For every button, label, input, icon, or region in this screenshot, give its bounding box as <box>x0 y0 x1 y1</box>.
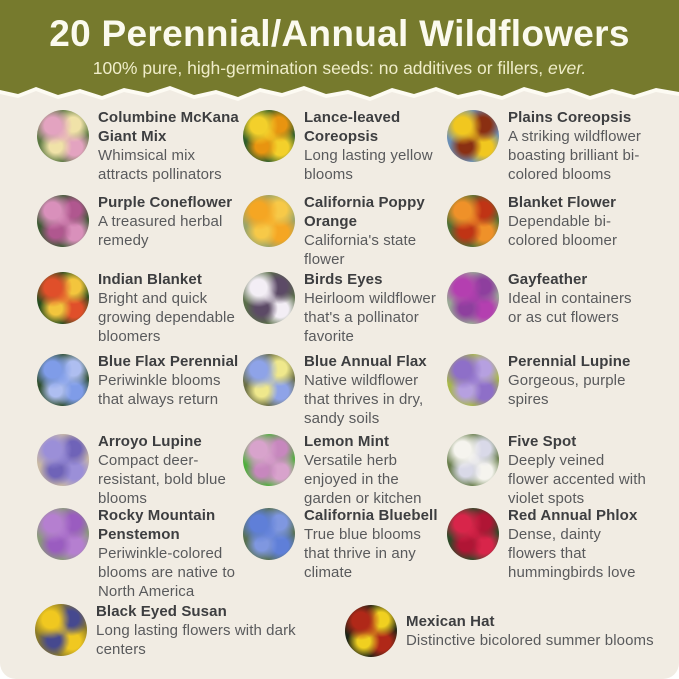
flower-name: Gayfeather <box>508 271 588 288</box>
flower-entry-gayfeather <box>447 270 648 352</box>
flower-name: Lemon Mint <box>304 433 390 450</box>
flower-description: California's state flower <box>304 232 417 268</box>
flower-entry-california-poppy-orange <box>243 193 447 270</box>
flower-photo-blanket-flower <box>447 195 499 247</box>
flower-grid <box>37 108 659 598</box>
flower-name: Red Annual Phlox <box>508 507 638 524</box>
flower-description: Periwinkle blooms that always return <box>98 372 221 408</box>
page-subtitle <box>0 57 679 79</box>
page-title: 20 Perennial/Annual Wildflowers <box>49 13 630 54</box>
flower-description: Long lasting yellow blooms <box>304 147 433 183</box>
subtitle-main: 100% pure, high-germination seeds: no additives or fillers, <box>92 58 548 78</box>
flower-description: Bright and quick growing dependable bloomers <box>98 290 235 345</box>
flower-name: Lance-leaved Coreopsis <box>304 109 401 145</box>
flower-entry-purple-coneflower <box>37 193 243 270</box>
flower-description: Dense, dainty flowers that hummingbirds love <box>508 526 636 581</box>
flower-name: Blue Flax Perennial <box>98 353 239 370</box>
flower-photo-lemon-mint <box>243 434 295 486</box>
flower-name: Mexican Hat <box>406 612 495 630</box>
flower-text-blue-annual-flax <box>304 352 447 428</box>
flower-name: California Bluebell <box>304 507 438 524</box>
flower-name: Blue Annual Flax <box>304 353 427 370</box>
flower-name: Rocky Mountain Penstemon <box>98 507 216 543</box>
flower-name: Arroyo Lupine <box>98 433 202 450</box>
flower-text-california-poppy-orange <box>304 193 447 269</box>
flower-entry-lance-leaved-coreopsis <box>243 108 447 193</box>
flower-text-arroyo-lupine <box>98 432 243 508</box>
flower-photo-california-bluebell <box>243 508 295 560</box>
flower-name: Blanket Flower <box>508 194 617 211</box>
flower-description: Deeply veined flower accented with violet spots <box>508 452 646 507</box>
flower-text-purple-coneflower <box>98 193 243 250</box>
flower-photo-perennial-lupine <box>447 354 499 406</box>
flower-grid-bottom-row <box>35 602 679 659</box>
flower-description: Ideal in containers or as cut flowers <box>508 290 632 326</box>
flower-photo-indian-blanket <box>37 272 89 324</box>
flower-name: California Poppy Orange <box>304 194 425 230</box>
flower-text-gayfeather <box>508 270 648 327</box>
flower-text-mexican-hat <box>406 612 668 650</box>
flower-text-birds-eyes <box>304 270 447 346</box>
flower-text-blue-flax-perennial <box>98 352 243 409</box>
flower-text-indian-blanket <box>98 270 243 346</box>
flower-description: Versatile herb enjoyed in the garden or kitchen <box>304 452 422 507</box>
flower-entry-indian-blanket <box>37 270 243 352</box>
flower-text-rocky-mountain-penstemon <box>98 506 243 601</box>
flower-entry-blue-annual-flax <box>243 352 447 432</box>
subtitle-emphasis: ever. <box>547 58 587 78</box>
flower-description: True blue blooms that thrive in any climate <box>304 526 421 581</box>
flower-photo-purple-coneflower <box>37 195 89 247</box>
header-band <box>0 0 679 104</box>
flower-name: Black Eyed Susan <box>96 603 227 620</box>
flower-photo-black-eyed-susan <box>35 604 87 656</box>
flower-description: Periwinkle-colored blooms are native to North America <box>98 545 236 600</box>
flower-description: Compact deer-resistant, bold blue blooms <box>98 452 226 507</box>
flower-photo-blue-annual-flax <box>243 354 295 406</box>
flower-entry-columbine-mckana-giant-mix <box>37 108 243 193</box>
flower-entry-perennial-lupine <box>447 352 648 432</box>
flower-name: Birds Eyes <box>304 271 383 288</box>
flower-entry-plains-coreopsis <box>447 108 648 193</box>
flower-photo-blue-flax-perennial <box>37 354 89 406</box>
flower-entry-california-bluebell <box>243 506 447 598</box>
flower-name: Perennial Lupine <box>508 353 631 370</box>
flower-description: Long lasting flowers with dark centers <box>96 622 296 658</box>
flower-photo-plains-coreopsis <box>447 110 499 162</box>
flower-entry-mexican-hat <box>345 602 668 659</box>
flower-text-lemon-mint <box>304 432 447 508</box>
flower-photo-rocky-mountain-penstemon <box>37 508 89 560</box>
flower-photo-five-spot <box>447 434 499 486</box>
flower-entry-arroyo-lupine <box>37 432 243 506</box>
flower-photo-red-annual-phlox <box>447 508 499 560</box>
flower-entry-blanket-flower <box>447 193 648 270</box>
flower-name: Plains Coreopsis <box>508 109 632 126</box>
flower-text-perennial-lupine <box>508 352 648 409</box>
flower-text-red-annual-phlox <box>508 506 648 582</box>
flower-name: Columbine McKana Giant Mix <box>98 109 239 145</box>
flower-description: A striking wildflower boasting brilliant bi-colored blooms <box>508 128 641 183</box>
flower-description: Whimsical mix attracts pollinators <box>98 147 222 183</box>
flower-description: Dependable bi-colored bloomer <box>508 213 618 249</box>
flower-text-five-spot <box>508 432 648 508</box>
flower-name: Five Spot <box>508 433 577 450</box>
flower-entry-lemon-mint <box>243 432 447 506</box>
flower-description: A treasured herbal remedy <box>98 213 223 249</box>
flower-description: Distinctive bicolored summer blooms <box>406 631 654 649</box>
flower-photo-arroyo-lupine <box>37 434 89 486</box>
flower-name: Purple Coneflower <box>98 194 233 211</box>
flower-description: Heirloom wildflower that's a pollinator favorite <box>304 290 436 345</box>
flower-name: Indian Blanket <box>98 271 202 288</box>
flower-photo-mexican-hat <box>345 605 397 657</box>
flower-entry-five-spot <box>447 432 648 506</box>
flower-entry-rocky-mountain-penstemon <box>37 506 243 598</box>
flower-entry-blue-flax-perennial <box>37 352 243 432</box>
flower-text-columbine-mckana-giant-mix <box>98 108 243 184</box>
flower-text-california-bluebell <box>304 506 447 582</box>
flower-description: Native wildflower that thrives in dry, sandy soils <box>304 372 424 427</box>
header-text <box>0 0 679 79</box>
flower-photo-birds-eyes <box>243 272 295 324</box>
flower-text-lance-leaved-coreopsis <box>304 108 447 184</box>
flower-entry-red-annual-phlox <box>447 506 648 598</box>
flower-text-plains-coreopsis <box>508 108 648 184</box>
flower-photo-columbine-mckana-giant-mix <box>37 110 89 162</box>
flower-text-black-eyed-susan <box>96 602 326 659</box>
flower-photo-gayfeather <box>447 272 499 324</box>
flower-description: Gorgeous, purple spires <box>508 372 626 408</box>
flower-entry-black-eyed-susan <box>35 602 345 659</box>
flower-text-blanket-flower <box>508 193 648 250</box>
flower-photo-lance-leaved-coreopsis <box>243 110 295 162</box>
flower-photo-california-poppy-orange <box>243 195 295 247</box>
flower-entry-birds-eyes <box>243 270 447 352</box>
